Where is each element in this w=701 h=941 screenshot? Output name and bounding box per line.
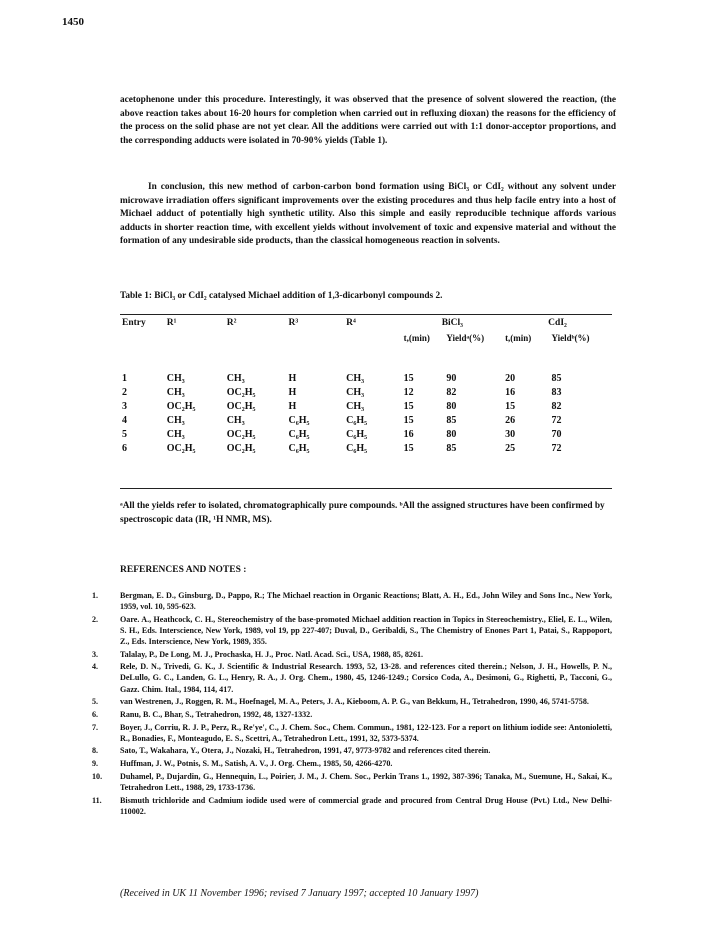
reference-number: 9. <box>92 759 99 769</box>
cell-entry: 4 <box>122 414 127 426</box>
reference-text: Bergman, E. D., Ginsburg, D., Pappo, R.; The Michael reaction in Organic Reactions; Blatt, A. H., Ed., John Wiley and Sons Inc., New York, 1959, vol. 10, 595-623. <box>120 591 612 612</box>
cell-r1: CH₃ <box>166 414 185 426</box>
header-r3: R³ <box>288 318 299 328</box>
cell-time-cdi2: 25 <box>505 442 516 454</box>
table-row <box>120 427 612 441</box>
reference-number: 3. <box>92 649 99 659</box>
reference-text: van Westrenen, J., Roggen, R. M., Hoefnagel, M. A., Peters, J. A., Kieboom, A. P. G., van Bekkum, H., Tetrahedron, 1990, 46, 5741-5758. <box>120 697 589 707</box>
cell-r1: OC₂H₅ <box>166 442 196 454</box>
reference-number: 5. <box>92 697 99 707</box>
body-paragraph-1: acetophenone under this procedure. Interestingly, it was observed that the presence of solvent slowered the reaction, (the above reaction takes about 16-20 hours for completion when carried out in refluxing dioxan) the reasons for the efficiency of the process on the solid phase are not yet clear. All the additions were carried out with 1:1 donor-acceptor proportions, and the corresponding adducts were isolated in 70-90% yields (Table 1). <box>120 95 616 146</box>
cell-yield-cdi2: 70 <box>551 428 562 440</box>
cell-time-bicl3: 15 <box>403 372 414 384</box>
table-row <box>120 371 612 385</box>
cell-entry: 3 <box>122 400 127 412</box>
cell-r3: H <box>288 386 297 398</box>
reference-item <box>92 722 612 744</box>
reference-text: Boyer, J., Corriu, R. J. P., Perz, R., Re'ye', C., J. Chem. Soc., Chem. Commun., 1981, 122-123. For a report on lithium iodide see: Antonioletti, R., Bonadies, F., Monteagudo, E. S., Scettri, A., Tetrahedron Lett., 1991, 32, 5373-5374. <box>120 722 612 743</box>
cell-time-cdi2: 16 <box>505 386 516 398</box>
reference-text: Rele, D. N., Trivedi, G. K., J. Scientific & Industrial Research. 1993, 52, 13-28. and references cited therein.; Nelson, J. H., Howells, P. N., DeLullo, G. C., Landen, G. L., Henry, R. A., J. Org. Chem., 1980, 45, 1246-1249.; Corsico Coda, A., Desimoni, G., Righetti, P., Tacconi, G., Gazz. Chim. Ital., 1984, 114, 417. <box>120 662 612 694</box>
cell-r3: H <box>288 400 297 412</box>
reference-item <box>92 795 612 817</box>
cell-r1: OC₂H₅ <box>166 400 196 412</box>
header-yield-bicl3: Yieldᵃ(%) <box>446 333 485 343</box>
reference-item <box>92 661 612 694</box>
table-caption: Table 1: BiCl₃ or CdI₂ catalysed Michael addition of 1,3-dicarbonyl compounds 2. <box>120 291 443 301</box>
cell-r3: C₆H₅ <box>288 428 310 440</box>
cell-yield-cdi2: 85 <box>551 372 562 384</box>
cell-time-cdi2: 26 <box>505 414 516 426</box>
reference-text: Oare. A., Heathcock, C. H., Stereochemistry of the base-promoted Michael addition reaction in Topics in Stereochemistry., Eliel, E. L., Wilen, S. H., Eds. Interscience, New York, 1989, vol 19, pp 227-407; Duval, D., Geribaldi, S., The Chemistry of Enones Part 1, Patai, S., Rappoport, Z., Eds. Interscience, New York, 1989, 355. <box>120 614 612 646</box>
reference-item <box>92 649 612 660</box>
reference-item <box>92 614 612 647</box>
reference-item <box>92 709 612 720</box>
results-table <box>120 318 612 455</box>
cell-r1: CH₃ <box>166 428 185 440</box>
cell-r2: CH₃ <box>226 414 245 426</box>
reference-number: 4. <box>92 662 99 672</box>
header-bicl3: BiCl₃ <box>441 318 464 328</box>
cell-yield-cdi2: 83 <box>551 386 562 398</box>
header-r4: R⁴ <box>346 318 356 328</box>
table-row <box>120 441 612 455</box>
cell-time-bicl3: 15 <box>403 400 414 412</box>
cell-entry: 6 <box>122 442 127 454</box>
page-number: 1450 <box>62 16 84 28</box>
reference-number: 11. <box>92 795 102 805</box>
cell-r4: CH₃ <box>346 372 365 384</box>
reference-item <box>92 696 612 707</box>
table-bottom-rule <box>120 488 612 489</box>
cell-yield-bicl3: 85 <box>446 414 457 426</box>
cell-time-bicl3: 15 <box>403 414 414 426</box>
header-time-cdi2: t,(min) <box>505 333 532 343</box>
cell-yield-bicl3: 80 <box>446 428 457 440</box>
cell-r3: C₆H₅ <box>288 414 310 426</box>
cell-yield-bicl3: 82 <box>446 386 457 398</box>
cell-yield-bicl3: 80 <box>446 400 457 412</box>
table-row <box>120 399 612 413</box>
cell-r4: CH₃ <box>346 400 365 412</box>
cell-r2: CH₃ <box>226 372 245 384</box>
table-row <box>120 413 612 427</box>
cell-time-bicl3: 12 <box>403 386 414 398</box>
cell-r4: C₆H₅ <box>346 414 368 426</box>
reference-text: Bismuth trichloride and Cadmium iodide used were of commercial grade and procured from Central Drug House (Pvt.) Ltd., New Delhi-110002. <box>120 795 612 816</box>
reference-item <box>92 771 612 793</box>
cell-r2: OC₂H₅ <box>226 428 256 440</box>
cell-r4: C₆H₅ <box>346 442 368 454</box>
cell-r2: OC₂H₅ <box>226 386 256 398</box>
cell-yield-cdi2: 72 <box>551 442 562 454</box>
cell-time-cdi2: 20 <box>505 372 516 384</box>
received-dates: (Received in UK 11 November 1996; revised 7 January 1997; accepted 10 January 1997) <box>120 888 479 899</box>
reference-item <box>92 758 612 769</box>
reference-text: Ranu, B. C., Bhar, S., Tetrahedron, 1992, 48, 1327-1332. <box>120 709 313 719</box>
cell-time-cdi2: 15 <box>505 400 516 412</box>
table-footnote: ᵃAll the yields refer to isolated, chromatographically pure compounds. ᵇAll the assigned structures have been confirmed by spectroscopic data (IR, ¹H NMR, MS). <box>120 501 605 525</box>
cell-r1: CH₃ <box>166 372 185 384</box>
cell-r2: OC₂H₅ <box>226 400 256 412</box>
body-paragraph-2: In conclusion, this new method of carbon-carbon bond formation using BiCl₃ or CdI₂ without any solvent under microwave irradiation offers significant improvements over the existing procedures and thus help facile entry into a host of Michael adduct of potentially high synthetic utility. Also this simple and easily reproducible technique affords various adducts in shorter reaction time, with excellent yields without involvement of toxic and expensive material and without the formation of any undesirable side products, than the classical homogeneous reaction in solvents. <box>120 182 616 247</box>
cell-time-bicl3: 16 <box>403 428 414 440</box>
cell-r4: CH₃ <box>346 386 365 398</box>
cell-entry: 2 <box>122 386 127 398</box>
references-list <box>92 590 612 818</box>
cell-yield-bicl3: 90 <box>446 372 457 384</box>
reference-number: 2. <box>92 614 99 624</box>
reference-number: 1. <box>92 591 99 600</box>
cell-yield-cdi2: 72 <box>551 414 562 426</box>
cell-time-bicl3: 15 <box>403 442 414 454</box>
header-time-bicl3: t,(min) <box>403 333 430 343</box>
reference-number: 8. <box>92 746 99 756</box>
header-entry: Entry <box>122 318 146 328</box>
cell-r2: OC₂H₅ <box>226 442 256 454</box>
header-cdi2: CdI₂ <box>548 318 567 328</box>
reference-number: 10. <box>92 771 103 781</box>
cell-yield-cdi2: 82 <box>551 400 562 412</box>
header-r2: R² <box>226 318 237 328</box>
reference-text: Sato, T., Wakahara, Y., Otera, J., Nozaki, H., Tetrahedron, 1991, 47, 9773-9782 and references cited therein. <box>120 746 491 756</box>
cell-entry: 5 <box>122 428 127 440</box>
table-top-rule <box>120 314 612 315</box>
table-row <box>120 385 612 399</box>
reference-number: 6. <box>92 709 99 719</box>
cell-time-cdi2: 30 <box>505 428 516 440</box>
cell-r4: C₆H₅ <box>346 428 368 440</box>
cell-r3: H <box>288 372 297 384</box>
cell-r3: C₆H₅ <box>288 442 310 454</box>
header-yield-cdi2: Yieldᵇ(%) <box>551 333 590 343</box>
references-heading: REFERENCES AND NOTES : <box>120 565 247 575</box>
header-r1: R¹ <box>166 318 177 328</box>
reference-text: Talalay, P., De Long, M. J., Prochaska, H. J., Proc. Natl. Acad. Sci., USA, 1988, 85, 8261. <box>120 649 424 659</box>
reference-item <box>92 590 612 612</box>
cell-yield-bicl3: 85 <box>446 442 457 454</box>
reference-text: Huffman, J. W., Potnis, S. M., Satish, A. V., J. Org. Chem., 1985, 50, 4266-4270. <box>120 759 393 769</box>
reference-number: 7. <box>92 722 99 732</box>
reference-item <box>92 745 612 756</box>
cell-entry: 1 <box>122 372 127 384</box>
reference-text: Duhamel, P., Dujardin, G., Hennequin, L., Poirier, J. M., J. Chem. Soc., Perkin Trans 1., 1992, 387-396; Tanaka, M., Suemune, H., Sakai, K., Tetrahedron Lett., 1988, 29, 1733-1736. <box>120 771 612 792</box>
cell-r1: CH₃ <box>166 386 185 398</box>
